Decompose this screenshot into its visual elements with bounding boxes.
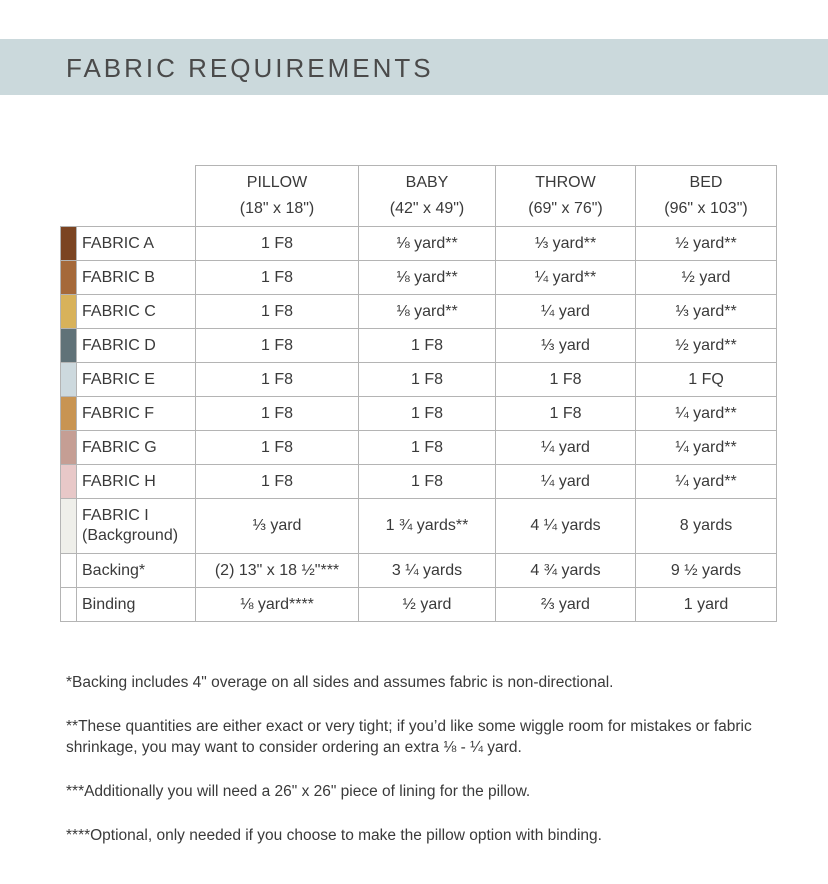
cell-baby: 1 ¾ yards** — [359, 499, 496, 554]
table-row — [61, 295, 777, 329]
cell-bed: 8 yards — [636, 499, 777, 554]
color-swatch — [61, 363, 77, 397]
row-label: FABRIC E — [77, 363, 196, 397]
table-row — [61, 261, 777, 295]
cell-bed: 1 FQ — [636, 363, 777, 397]
table-row — [61, 554, 777, 588]
cell-pillow: 1 F8 — [196, 329, 359, 363]
cell-baby: 3 ¼ yards — [359, 554, 496, 588]
cell-bed: ⅓ yard** — [636, 295, 777, 329]
row-label: FABRIC D — [77, 329, 196, 363]
footnote-backing: *Backing includes 4" overage on all sides and assumes fabric is non-directional. — [66, 674, 614, 691]
cell-throw: ⅓ yard — [496, 329, 636, 363]
color-swatch — [61, 397, 77, 431]
cell-throw: ¼ yard — [496, 295, 636, 329]
column-header-baby: BABY (42" x 49") — [359, 166, 496, 227]
cell-pillow: ⅛ yard**** — [196, 588, 359, 622]
cell-pillow: 1 F8 — [196, 261, 359, 295]
cell-throw: 4 ¾ yards — [496, 554, 636, 588]
cell-baby: ½ yard — [359, 588, 496, 622]
table-row — [61, 431, 777, 465]
fabric-requirements-table — [60, 165, 777, 622]
row-label-sub: (Background) — [82, 527, 179, 544]
header-banner — [0, 39, 828, 95]
row-label: FABRIC H — [77, 465, 196, 499]
cell-baby: ⅛ yard** — [359, 261, 496, 295]
cell-throw: ¼ yard — [496, 465, 636, 499]
cell-pillow: 1 F8 — [196, 363, 359, 397]
table-row — [61, 499, 777, 554]
row-label — [77, 499, 196, 554]
color-swatch — [61, 465, 77, 499]
cell-bed: 1 yard — [636, 588, 777, 622]
cell-pillow: 1 F8 — [196, 465, 359, 499]
cell-pillow: 1 F8 — [196, 397, 359, 431]
cell-throw: 4 ¼ yards — [496, 499, 636, 554]
row-label: FABRIC B — [77, 261, 196, 295]
cell-baby: 1 F8 — [359, 431, 496, 465]
color-swatch — [61, 554, 77, 588]
cell-throw: ¼ yard** — [496, 261, 636, 295]
cell-baby: 1 F8 — [359, 363, 496, 397]
color-swatch — [61, 588, 77, 622]
cell-bed: ½ yard — [636, 261, 777, 295]
row-label: FABRIC F — [77, 397, 196, 431]
cell-bed: ½ yard** — [636, 227, 777, 261]
cell-bed: ¼ yard** — [636, 397, 777, 431]
color-swatch — [61, 295, 77, 329]
row-label: FABRIC G — [77, 431, 196, 465]
column-header-pillow: PILLOW (18" x 18") — [196, 166, 359, 227]
row-label: Backing* — [77, 554, 196, 588]
cell-bed: ¼ yard** — [636, 465, 777, 499]
row-label-main: FABRIC I — [82, 507, 149, 524]
table-row — [61, 227, 777, 261]
column-header-bed: BED (96" x 103") — [636, 166, 777, 227]
footnote-lining: ***Additionally you will need a 26" x 26" piece of lining for the pillow. — [66, 783, 531, 800]
cell-baby: 1 F8 — [359, 329, 496, 363]
header-blank-cell — [61, 166, 196, 227]
footnote-tight-quantities: **These quantities are either exact or very tight; if you’d like some wiggle room for mistakes or fabric shrinkage, you may want to consider ordering an extra ⅛ - ¼ yard. — [66, 718, 752, 756]
column-header-throw: THROW (69" x 76") — [496, 166, 636, 227]
footnote-binding: ****Optional, only needed if you choose to make the pillow option with binding. — [66, 827, 602, 844]
color-swatch — [61, 329, 77, 363]
color-swatch — [61, 261, 77, 295]
table-row — [61, 329, 777, 363]
row-label: FABRIC C — [77, 295, 196, 329]
row-label: FABRIC A — [77, 227, 196, 261]
cell-pillow: 1 F8 — [196, 295, 359, 329]
cell-throw: ⅔ yard — [496, 588, 636, 622]
table-row — [61, 465, 777, 499]
cell-throw: 1 F8 — [496, 397, 636, 431]
cell-baby: 1 F8 — [359, 465, 496, 499]
cell-pillow: 1 F8 — [196, 431, 359, 465]
footnotes — [66, 672, 786, 869]
page-title: FABRIC REQUIREMENTS — [66, 53, 434, 83]
cell-throw: ⅓ yard** — [496, 227, 636, 261]
cell-pillow: (2) 13" x 18 ½"*** — [196, 554, 359, 588]
color-swatch — [61, 499, 77, 554]
cell-baby: ⅛ yard** — [359, 227, 496, 261]
color-swatch — [61, 227, 77, 261]
cell-throw: ¼ yard — [496, 431, 636, 465]
cell-pillow: ⅓ yard — [196, 499, 359, 554]
cell-pillow: 1 F8 — [196, 227, 359, 261]
cell-bed: ½ yard** — [636, 329, 777, 363]
table-header-row — [61, 166, 777, 227]
cell-bed: 9 ½ yards — [636, 554, 777, 588]
cell-baby: ⅛ yard** — [359, 295, 496, 329]
table-row — [61, 397, 777, 431]
cell-baby: 1 F8 — [359, 397, 496, 431]
cell-bed: ¼ yard** — [636, 431, 777, 465]
table-row — [61, 588, 777, 622]
cell-throw: 1 F8 — [496, 363, 636, 397]
table-row — [61, 363, 777, 397]
row-label: Binding — [77, 588, 196, 622]
color-swatch — [61, 431, 77, 465]
